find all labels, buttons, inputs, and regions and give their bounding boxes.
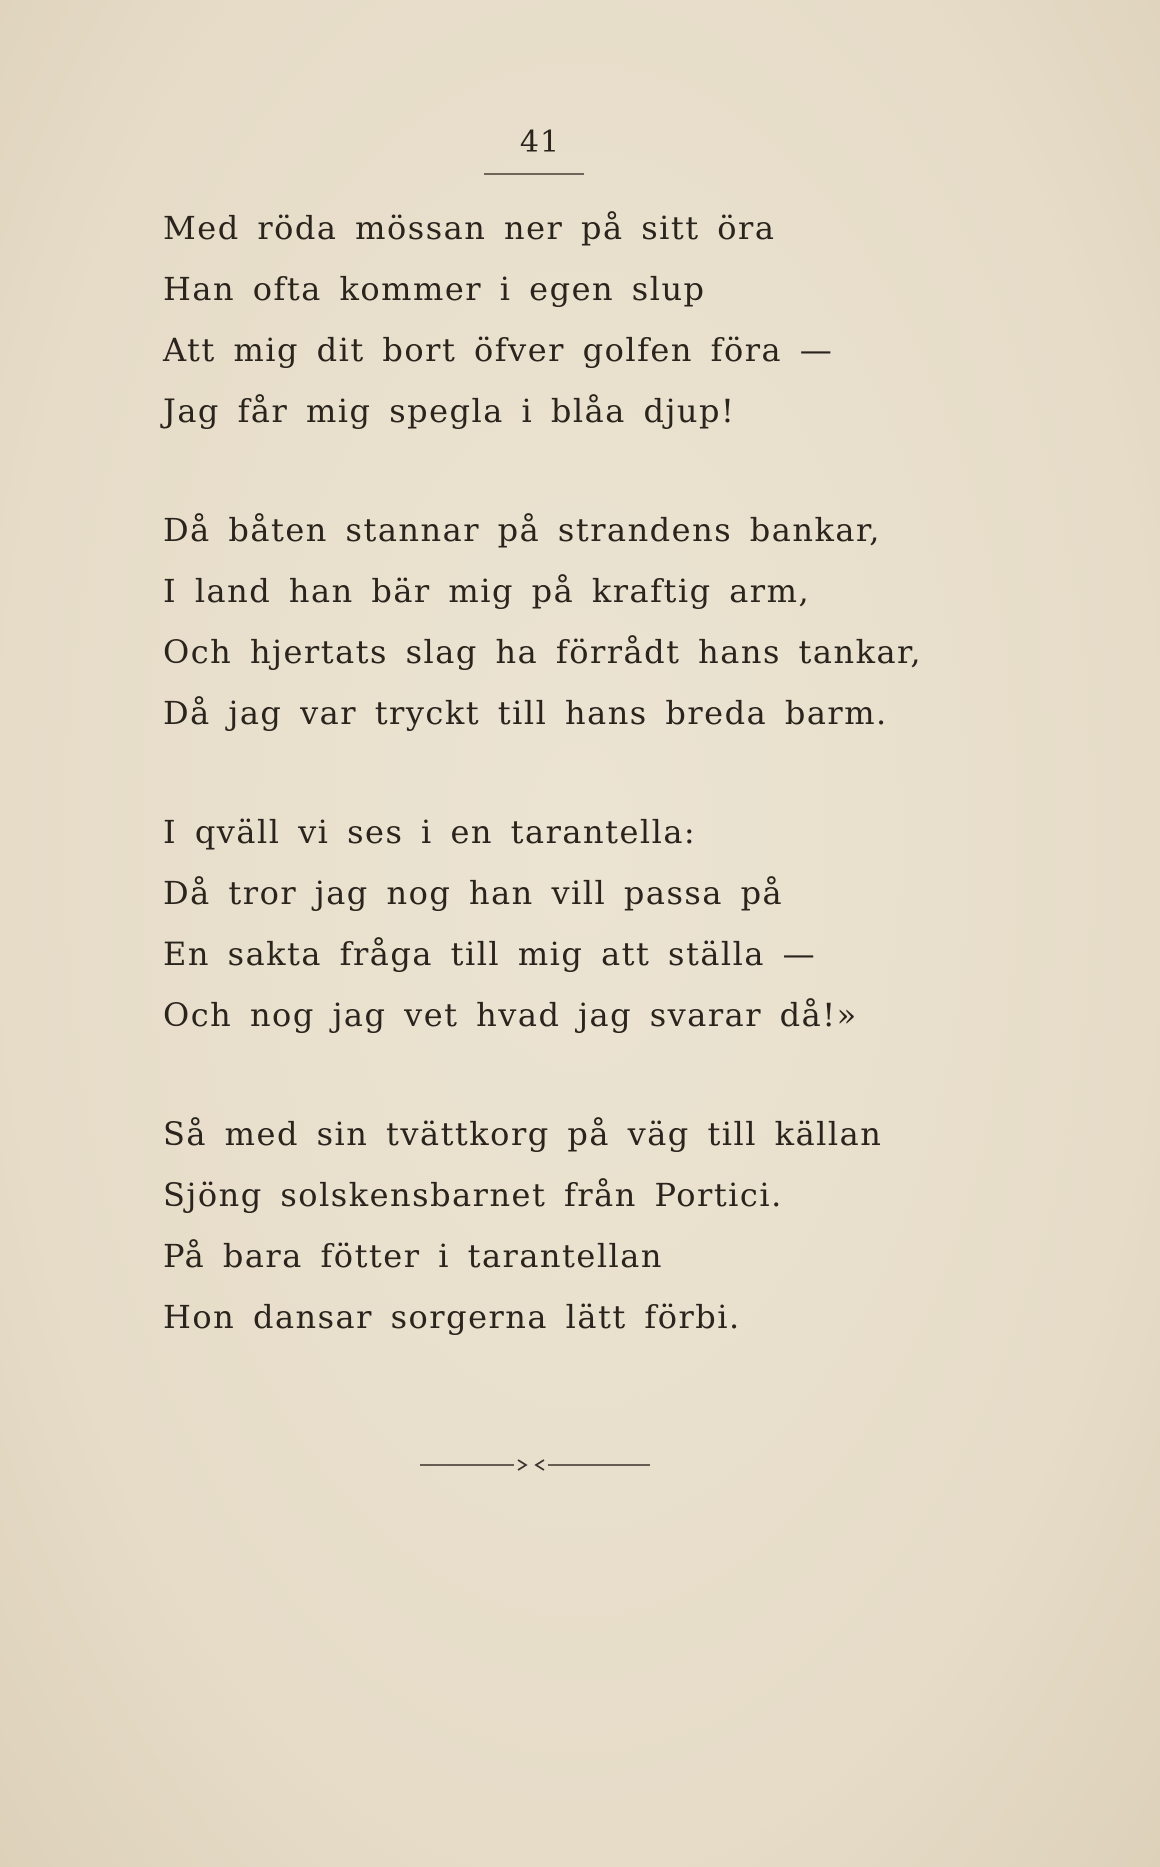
- poem-line: Och nog jag vet hvad jag svarar då!»: [163, 996, 858, 1034]
- page-number: 41: [519, 125, 561, 160]
- poem-line: Då båten stannar på strandens bankar,: [163, 511, 881, 549]
- poem-line: En sakta fråga till mig att ställa —: [163, 935, 817, 973]
- poem-line: Så med sin tvättkorg på väg till källan: [163, 1115, 883, 1153]
- poem-line: I land han bär mig på kraftig arm,: [163, 572, 811, 610]
- poem-line: Då jag var tryckt till hans breda barm.: [163, 694, 888, 732]
- end-ornament-icon: [420, 1450, 650, 1480]
- poem-line: På bara fötter i tarantellan: [163, 1237, 663, 1275]
- poem-line: Hon dansar sorgerna lätt förbi.: [163, 1298, 741, 1336]
- poem-line: Jag får mig spegla i blåa djup!: [163, 392, 736, 430]
- page-number-rule: [484, 173, 584, 175]
- stanza-4: [163, 1104, 1063, 1348]
- poem-line: Med röda mössan ner på sitt öra: [163, 209, 776, 247]
- poem: [163, 198, 1063, 1406]
- poem-line: Och hjertats slag ha förrådt hans tankar,: [163, 633, 922, 671]
- poem-line: Han ofta kommer i egen slup: [163, 270, 706, 308]
- poem-line: Att mig dit bort öfver golfen föra —: [163, 331, 834, 369]
- poem-line: I qväll vi ses i en tarantella:: [163, 813, 697, 851]
- poem-line: Då tror jag nog han vill passa på: [163, 874, 784, 912]
- poem-line: Sjöng solskensbarnet från Portici.: [163, 1176, 783, 1214]
- stanza-3: [163, 802, 1063, 1046]
- stanza-2: [163, 500, 1063, 744]
- stanza-1: [163, 198, 1063, 442]
